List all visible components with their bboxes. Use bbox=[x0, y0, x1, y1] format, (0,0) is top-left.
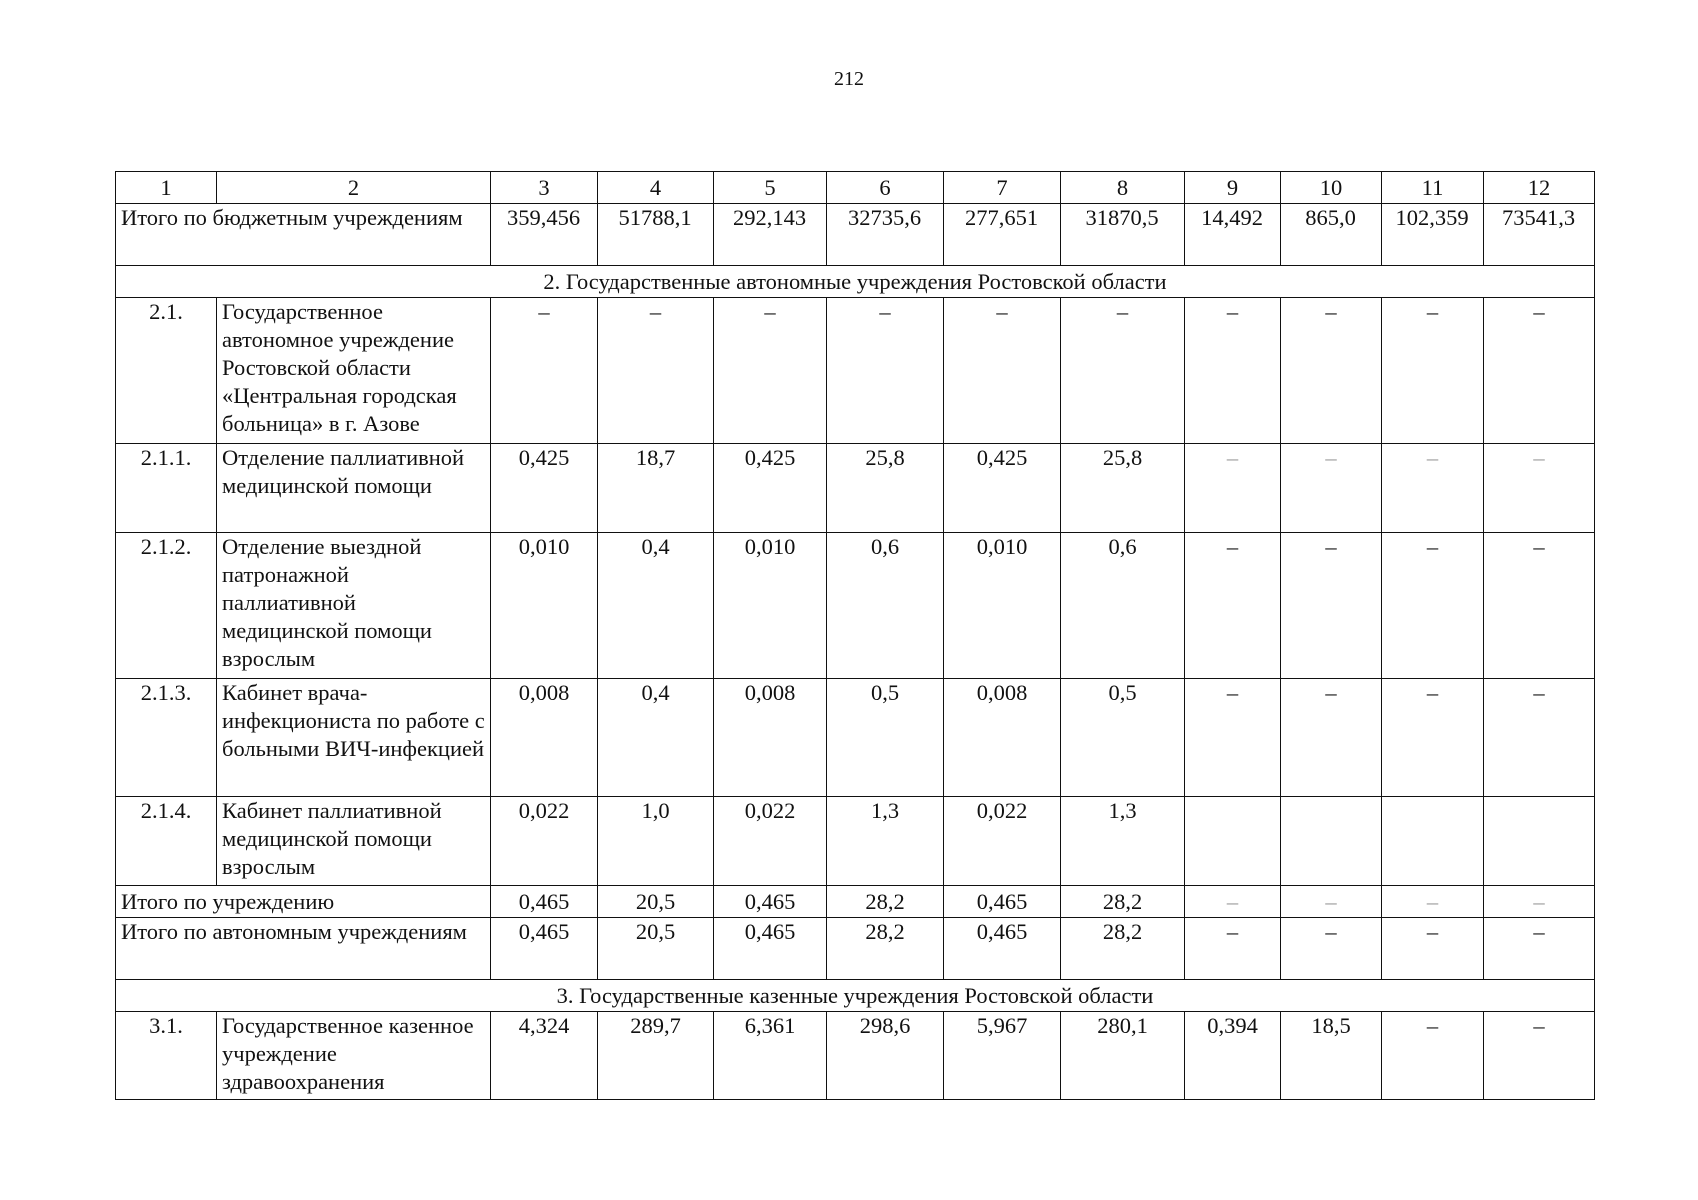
cell: – bbox=[598, 298, 714, 444]
cell: 0,465 bbox=[714, 918, 827, 980]
cell: 0,022 bbox=[491, 797, 598, 886]
cell: – bbox=[1382, 886, 1484, 918]
cell bbox=[1281, 797, 1382, 886]
cell: – bbox=[1281, 886, 1382, 918]
cell: 280,1 bbox=[1061, 1012, 1185, 1100]
cell: – bbox=[1382, 298, 1484, 444]
table-row bbox=[116, 1012, 1595, 1100]
cell: 0,465 bbox=[491, 918, 598, 980]
cell: 0,010 bbox=[714, 533, 827, 679]
cell: 25,8 bbox=[827, 444, 944, 533]
cell: 0,008 bbox=[944, 679, 1061, 797]
cell: 28,2 bbox=[827, 886, 944, 918]
cell: 0,6 bbox=[827, 533, 944, 679]
cell: 18,7 bbox=[598, 444, 714, 533]
cell: 0,022 bbox=[714, 797, 827, 886]
cell: – bbox=[1281, 918, 1382, 980]
cell: 0,4 bbox=[598, 533, 714, 679]
column-number: 9 bbox=[1185, 172, 1281, 204]
row-name: Кабинет паллиативной медицинской помощи взрослым bbox=[217, 797, 491, 886]
cell: – bbox=[1484, 533, 1595, 679]
cell: 0,010 bbox=[491, 533, 598, 679]
cell: – bbox=[1382, 533, 1484, 679]
table-row bbox=[116, 444, 1595, 533]
cell: 0,008 bbox=[714, 679, 827, 797]
total-budget-row bbox=[116, 204, 1595, 266]
cell: 1,0 bbox=[598, 797, 714, 886]
cell: 0,425 bbox=[944, 444, 1061, 533]
cell: 0,425 bbox=[714, 444, 827, 533]
row-name: Государственное автономное учреждение Ростовской области «Центральная городская больница» в г. Азове bbox=[217, 298, 491, 444]
cell: 0,5 bbox=[827, 679, 944, 797]
cell: 1,3 bbox=[827, 797, 944, 886]
column-number: 11 bbox=[1382, 172, 1484, 204]
total-institution-row bbox=[116, 886, 1595, 918]
row-name: Кабинет врача-инфекциониста по работе с больными ВИЧ-инфекцией bbox=[217, 679, 491, 797]
cell: – bbox=[1281, 679, 1382, 797]
cell: – bbox=[1382, 444, 1484, 533]
cell: 32735,6 bbox=[827, 204, 944, 266]
cell: 0,465 bbox=[944, 886, 1061, 918]
cell: 5,967 bbox=[944, 1012, 1061, 1100]
column-number: 5 bbox=[714, 172, 827, 204]
cell: 0,5 bbox=[1061, 679, 1185, 797]
column-number: 8 bbox=[1061, 172, 1185, 204]
cell: 28,2 bbox=[827, 918, 944, 980]
data-table bbox=[115, 171, 1595, 1100]
cell: – bbox=[1484, 298, 1595, 444]
cell: – bbox=[1185, 298, 1281, 444]
column-number: 4 bbox=[598, 172, 714, 204]
cell: – bbox=[1061, 298, 1185, 444]
row-label: Итого по учреждению bbox=[116, 886, 491, 918]
section-header-row bbox=[116, 266, 1595, 298]
cell: 1,3 bbox=[1061, 797, 1185, 886]
page-number: 212 bbox=[834, 68, 864, 90]
cell: – bbox=[944, 298, 1061, 444]
column-number: 7 bbox=[944, 172, 1061, 204]
cell: 0,465 bbox=[944, 918, 1061, 980]
cell: 298,6 bbox=[827, 1012, 944, 1100]
column-number: 3 bbox=[491, 172, 598, 204]
column-number: 10 bbox=[1281, 172, 1382, 204]
table-row bbox=[116, 298, 1595, 444]
cell: 0,465 bbox=[714, 886, 827, 918]
column-number: 6 bbox=[827, 172, 944, 204]
total-autonomous-row bbox=[116, 918, 1595, 980]
row-label: Итого по автономным учреждениям bbox=[116, 918, 491, 980]
cell: – bbox=[714, 298, 827, 444]
cell bbox=[1484, 797, 1595, 886]
row-name: Отделение паллиативной медицинской помощи bbox=[217, 444, 491, 533]
cell: – bbox=[1382, 679, 1484, 797]
cell: 289,7 bbox=[598, 1012, 714, 1100]
cell: – bbox=[1281, 533, 1382, 679]
cell: – bbox=[1484, 444, 1595, 533]
cell: – bbox=[1484, 679, 1595, 797]
cell: 0,4 bbox=[598, 679, 714, 797]
cell: 865,0 bbox=[1281, 204, 1382, 266]
cell: 0,022 bbox=[944, 797, 1061, 886]
table-row bbox=[116, 797, 1595, 886]
cell: – bbox=[1281, 298, 1382, 444]
column-number-row bbox=[116, 172, 1595, 204]
cell: 28,2 bbox=[1061, 886, 1185, 918]
row-number: 2.1. bbox=[116, 298, 217, 444]
cell: 292,143 bbox=[714, 204, 827, 266]
table-row bbox=[116, 533, 1595, 679]
cell: – bbox=[491, 298, 598, 444]
cell: 0,425 bbox=[491, 444, 598, 533]
row-name: Отделение выездной патронажной паллиативной медицинской помощи взрослым bbox=[217, 533, 491, 679]
row-number: 2.1.2. bbox=[116, 533, 217, 679]
cell: 18,5 bbox=[1281, 1012, 1382, 1100]
table-row bbox=[116, 679, 1595, 797]
cell: – bbox=[1484, 886, 1595, 918]
cell: 0,465 bbox=[491, 886, 598, 918]
cell: 4,324 bbox=[491, 1012, 598, 1100]
column-number: 12 bbox=[1484, 172, 1595, 204]
section-title: 3. Государственные казенные учреждения Ростовской области bbox=[116, 980, 1595, 1012]
cell: 277,651 bbox=[944, 204, 1061, 266]
cell: 6,361 bbox=[714, 1012, 827, 1100]
cell bbox=[1382, 797, 1484, 886]
row-name: Государственное казенное учреждение здравоохранения bbox=[217, 1012, 491, 1100]
row-number: 2.1.1. bbox=[116, 444, 217, 533]
cell: – bbox=[1281, 444, 1382, 533]
section-header-row bbox=[116, 980, 1595, 1012]
cell: – bbox=[1382, 918, 1484, 980]
cell: – bbox=[1185, 533, 1281, 679]
cell: 31870,5 bbox=[1061, 204, 1185, 266]
cell: – bbox=[1185, 444, 1281, 533]
cell: – bbox=[1382, 1012, 1484, 1100]
cell: 0,394 bbox=[1185, 1012, 1281, 1100]
cell: 102,359 bbox=[1382, 204, 1484, 266]
cell: 25,8 bbox=[1061, 444, 1185, 533]
cell: – bbox=[827, 298, 944, 444]
cell: 14,492 bbox=[1185, 204, 1281, 266]
row-number: 3.1. bbox=[116, 1012, 217, 1100]
cell bbox=[1185, 797, 1281, 886]
column-number: 2 bbox=[217, 172, 491, 204]
row-number: 2.1.4. bbox=[116, 797, 217, 886]
cell: 0,010 bbox=[944, 533, 1061, 679]
cell: 20,5 bbox=[598, 918, 714, 980]
row-number: 2.1.3. bbox=[116, 679, 217, 797]
section-title: 2. Государственные автономные учреждения Ростовской области bbox=[116, 266, 1595, 298]
cell: – bbox=[1185, 679, 1281, 797]
cell: – bbox=[1484, 918, 1595, 980]
row-label: Итого по бюджетным учреждениям bbox=[116, 204, 491, 266]
cell: – bbox=[1185, 886, 1281, 918]
cell: 0,008 bbox=[491, 679, 598, 797]
cell: 73541,3 bbox=[1484, 204, 1595, 266]
cell: 20,5 bbox=[598, 886, 714, 918]
cell: – bbox=[1484, 1012, 1595, 1100]
cell: 51788,1 bbox=[598, 204, 714, 266]
column-number: 1 bbox=[116, 172, 217, 204]
cell: 28,2 bbox=[1061, 918, 1185, 980]
cell: – bbox=[1185, 918, 1281, 980]
cell: 0,6 bbox=[1061, 533, 1185, 679]
cell: 359,456 bbox=[491, 204, 598, 266]
